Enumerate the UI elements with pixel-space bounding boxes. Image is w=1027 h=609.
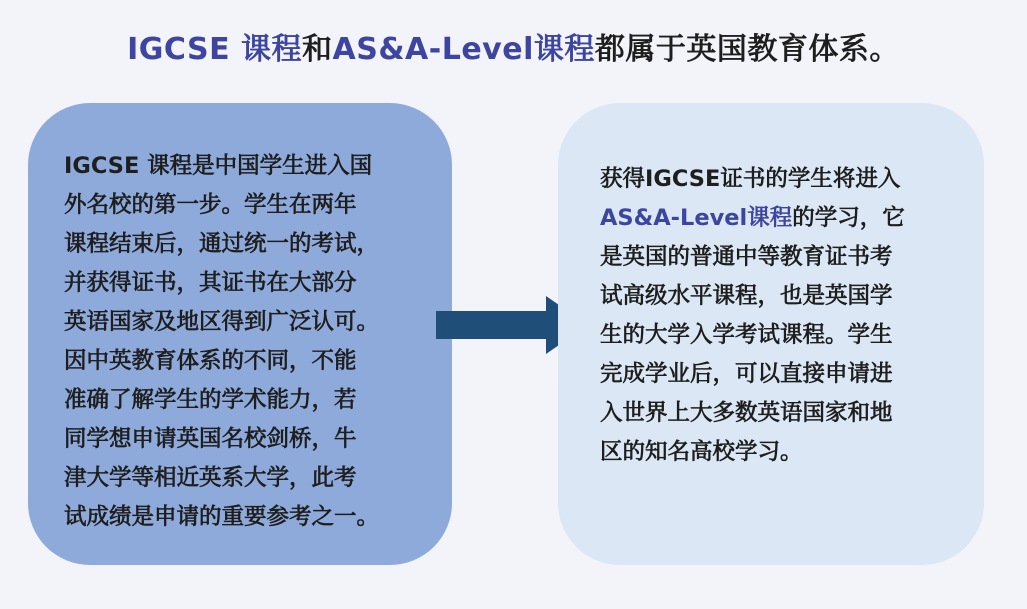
alevel-line: 完成学业后，可以直接申请进 <box>600 361 893 387</box>
alevel-line: 入世界上大多数英语国家和地 <box>600 400 893 426</box>
igcse-line: 外名校的第一步。学生在两年 <box>64 192 357 218</box>
alevel-line-rest: 的学习，它 <box>792 205 905 231</box>
igcse-line: 课程结束后，通过统一的考试， <box>64 231 380 257</box>
alevel-description <box>600 160 966 472</box>
igcse-line: 英语国家及地区得到广泛认可。 <box>64 309 380 335</box>
igcse-card <box>28 103 452 565</box>
title-suffix: 都属于英国教育体系。 <box>594 32 900 67</box>
alevel-line: 生的大学入学考试课程。学生 <box>600 322 893 348</box>
alevel-card <box>558 103 984 565</box>
page-title <box>0 24 1027 68</box>
igcse-line: 因中英教育体系的不同，不能 <box>64 348 357 374</box>
title-igcse: IGCSE 课程 <box>127 32 303 67</box>
alevel-line: 试高级水平课程，也是英国学 <box>600 283 893 309</box>
igcse-line: 试成绩是申请的重要参考之一。 <box>64 504 380 530</box>
alevel-line: 区的知名高校学习。 <box>600 439 803 465</box>
alevel-line: 获得IGCSE证书的学生将进入 <box>600 166 901 192</box>
title-connector: 和 <box>302 32 333 67</box>
alevel-course-name: AS&A-Level课程 <box>600 205 793 231</box>
igcse-line: 同学想申请英国名校剑桥，牛 <box>64 426 357 452</box>
igcse-description <box>64 147 434 537</box>
igcse-line: IGCSE 课程是中国学生进入国 <box>64 153 373 179</box>
igcse-line: 并获得证书，其证书在大部分 <box>64 270 357 296</box>
title-alevel: AS&A-Level课程 <box>332 32 595 67</box>
alevel-line: 是英国的普通中等教育证书考 <box>600 244 893 270</box>
alevel-line <box>600 199 966 238</box>
igcse-line: 津大学等相近英系大学，此考 <box>64 465 357 491</box>
igcse-line: 准确了解学生的学术能力，若 <box>64 387 357 413</box>
